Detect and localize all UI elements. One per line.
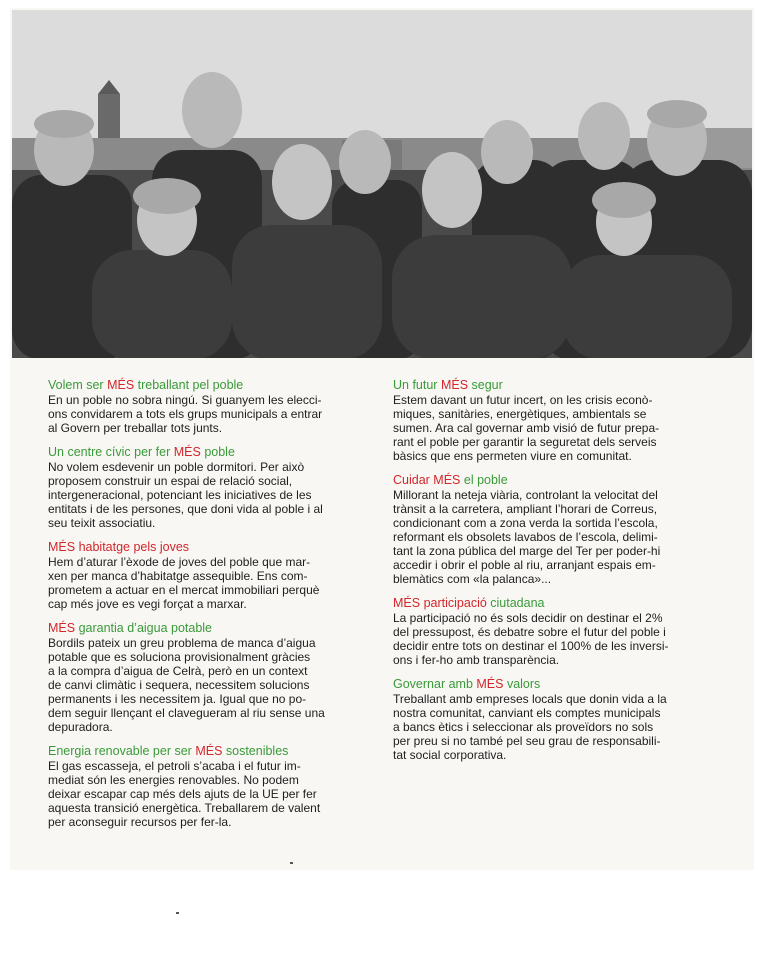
heading-part: MÉS bbox=[393, 596, 421, 610]
heading-part: poble bbox=[200, 445, 235, 459]
scan-speck bbox=[176, 912, 179, 914]
heading-part: Energia renovable per ser bbox=[48, 744, 196, 758]
section-body: El gas escasseja, el petroli s’acaba i el futur im- mediat són les energies renovables. No podem deixar escapar cap més dels ajuts de la UE per fer aquesta transició energètica. Treballarem de valent per aconseguir recursos per fer-la. bbox=[48, 759, 321, 829]
heading-part: garantia d’aigua potable bbox=[75, 621, 213, 635]
section-heading bbox=[393, 677, 723, 692]
section-body: Millorant la neteja viària, controlant la velocitat del trànsit a la carretera, ampliant l’horari de Correus, condicionant com a zona verda la sortida l’escola, reformant els obsolets lavabos de l’escola, delimi- tant la zona pública del marge del Ter per poder-hi accedir i obrir el poble al riu, arranjant espais em- blemàtics com «la palanca»... bbox=[393, 488, 661, 586]
left-column bbox=[48, 378, 378, 839]
program-section bbox=[48, 540, 378, 611]
section-body: Treballant amb empreses locals que donin vida a la nostra comunitat, canviant els comptes municipals a bancs ètics i seleccionar als proveïdors no sols per preu si no també pel seu grau de responsabili- tat social corporativa. bbox=[393, 692, 667, 762]
heading-part: MÉS bbox=[107, 378, 135, 392]
program-section bbox=[48, 744, 378, 829]
heading-part: Volem ser bbox=[48, 378, 108, 392]
scan-speck bbox=[290, 862, 293, 864]
section-heading bbox=[393, 596, 723, 611]
heading-part: Un futur bbox=[393, 378, 441, 392]
section-heading bbox=[48, 445, 378, 460]
program-section bbox=[393, 677, 723, 762]
heading-part: MÉS bbox=[48, 621, 76, 635]
heading-part: Governar amb bbox=[393, 677, 477, 691]
group-photo-drawing bbox=[12, 10, 752, 358]
section-heading bbox=[48, 621, 378, 636]
heading-part: Un centre cívic per fer bbox=[48, 445, 174, 459]
heading-part: Cuidar bbox=[393, 473, 434, 487]
section-body: En un poble no sobra ningú. Si guanyem les elecci- ons convidarem a tots els grups municipals a entrar al Govern per treballar tots junts. bbox=[48, 393, 323, 435]
section-heading bbox=[393, 378, 723, 393]
section-heading bbox=[48, 744, 378, 759]
group-photo bbox=[12, 10, 752, 358]
heading-part: MÉS bbox=[195, 744, 223, 758]
heading-part: ciutadana bbox=[490, 596, 545, 610]
section-body: Hem d’aturar l’èxode de joves del poble que mar- xen per manca d’habitatge assequible. Ens com- prometem a actuar en el mercat immobiliari perquè cap més jove es vegi forçat a marxar. bbox=[48, 555, 320, 611]
heading-part: MÉS bbox=[173, 445, 201, 459]
heading-part: MÉS bbox=[440, 378, 469, 392]
heading-part: valors bbox=[503, 677, 541, 691]
heading-part: MÉS bbox=[476, 677, 504, 691]
section-heading bbox=[393, 473, 723, 488]
program-section bbox=[48, 621, 378, 734]
program-section bbox=[393, 596, 723, 667]
right-column bbox=[393, 378, 723, 772]
section-body: No volem esdevenir un poble dormitori. Per això proposem construir un espai de relació social, intergeneracional, potenciant les iniciatives de les entitats i de les persones, que doni vida al poble i al seu teixit associatiu. bbox=[48, 460, 323, 530]
program-section bbox=[393, 378, 723, 463]
section-body: Bordils pateix un greu problema de manca d’aigua potable que es soluciona provisionalment gràcies a la compra d’aigua de Celrà, però en un context de canvi climàtic i sequera, necessitem solucions permanents i les necessitem ja. Igual que no po- dem seguir llençant el clavegueram al riu sense una depuradora. bbox=[48, 636, 325, 734]
program-section bbox=[393, 473, 723, 586]
section-heading bbox=[48, 540, 378, 555]
section-body: La participació no és sols decidir on destinar el 2% del pressupost, és debatre sobre el futur del poble i decidir entre tots on destinar el 100% de les inversi- ons i fer-ho amb transparència. bbox=[393, 611, 669, 667]
heading-part: participació bbox=[420, 596, 491, 610]
program-section bbox=[48, 378, 378, 435]
heading-part: segur bbox=[468, 378, 503, 392]
heading-part: MÉS bbox=[48, 540, 76, 554]
heading-part: el poble bbox=[460, 473, 508, 487]
heading-part: treballant pel poble bbox=[134, 378, 244, 392]
program-section bbox=[48, 445, 378, 530]
heading-part: habitatge pels joves bbox=[75, 540, 190, 554]
heading-part: MÉS bbox=[433, 473, 461, 487]
heading-part: sostenibles bbox=[222, 744, 289, 758]
section-heading bbox=[48, 378, 378, 393]
section-body: Estem davant un futur incert, on les crisis econò- miques, sanitàries, energètiques, ambientals se sumen. Ara cal governar amb visió de futur prepa- rant el poble per garantir la seguretat dels serveis bàsics que ens permeten viure en comunitat. bbox=[393, 393, 660, 463]
